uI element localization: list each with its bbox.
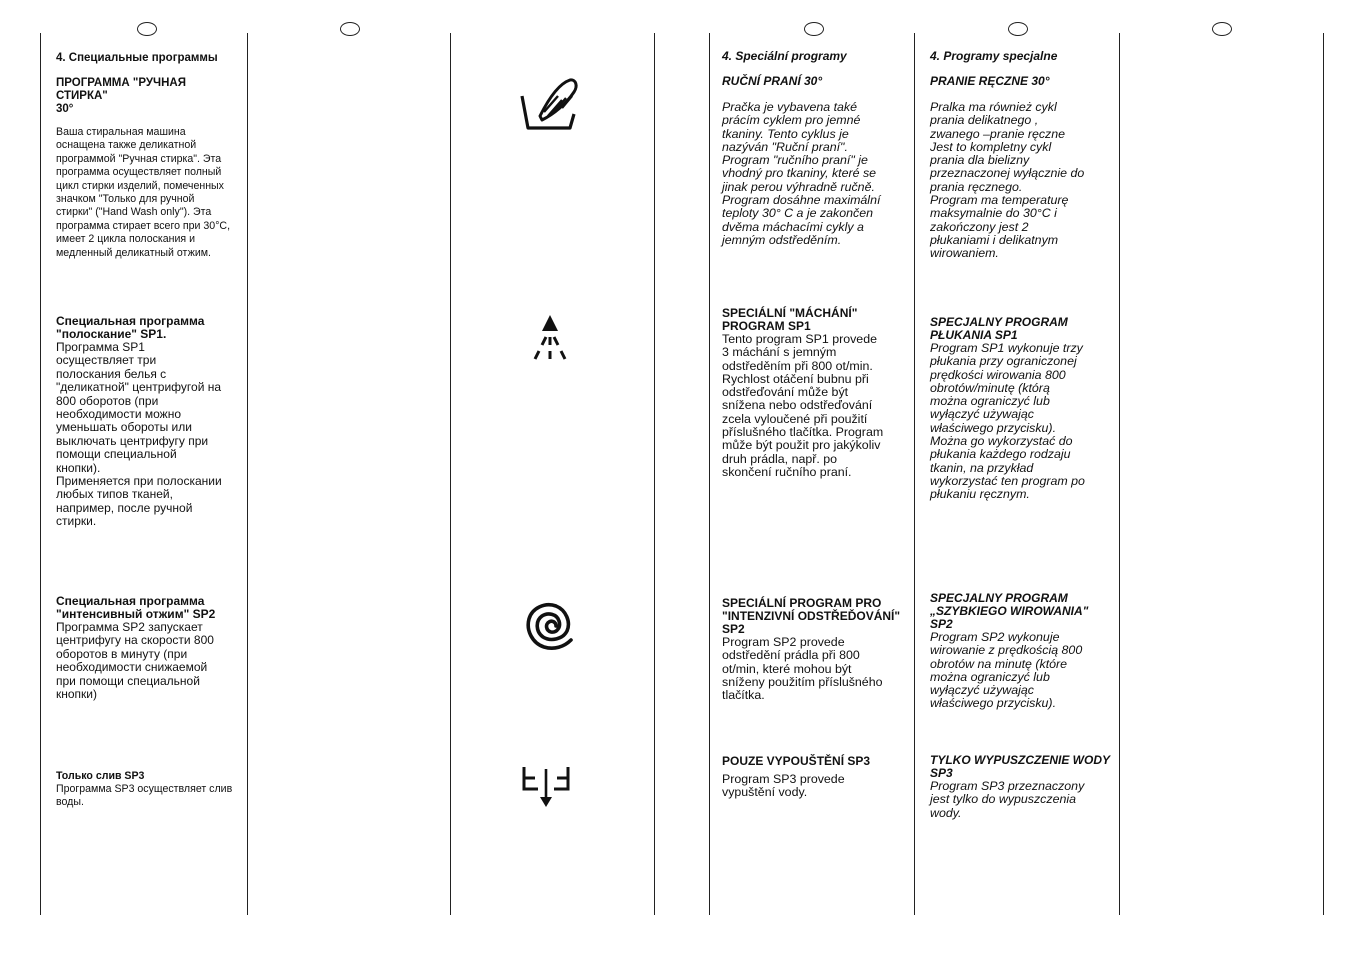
- binding-hole: [340, 22, 360, 36]
- ru-hand-wash-section: [56, 52, 236, 260]
- pl-rinse-body: Program SP1 wykonuje trzy płukania przy ograniczonej prędkości wirowania 800 obrotów/minutę (którą można ograniczyć lub wyłączyć używając właściwego przycisku). Można go wykorzystać do płukania każdego rodzaju tkanin, na przykład wykorzystać ten program po płukaniu ręcznym.: [930, 341, 1085, 502]
- pl-spin-title: SPECJALNY PROGRAM „SZYBKIEGO WIROWANIA" SP2: [930, 591, 1089, 631]
- pl-rinse-section: [930, 316, 1110, 502]
- cs-hand-wash-title: RUČNÍ PRANÍ 30°: [722, 74, 823, 88]
- cs-hand-wash-section: [722, 50, 902, 247]
- ru-hand-wash-title: ПРОГРАММА "РУЧНАЯ СТИРКА" 30°: [56, 77, 186, 115]
- ru-spin-title: Специальная программа "интенсивный отжим" SP2: [56, 594, 216, 621]
- ru-spin-section: [56, 595, 236, 701]
- ru-drain-body: Программа SP3 осуществляет слив воды.: [56, 783, 233, 809]
- binding-hole: [1212, 22, 1232, 36]
- ru-drain-title: Только слив SP3: [56, 770, 145, 782]
- ru-drain-section: [56, 770, 236, 810]
- ru-spin-body: Программа SP2 запускает центрифугу на скорости 800 оборотов в минуту (при необходимости снижаемой при помощи специальной кнопки): [56, 620, 214, 702]
- cs-section-title: 4. Speciální programy: [722, 49, 847, 63]
- column-divider: [450, 33, 451, 915]
- cs-rinse-section: [722, 307, 902, 479]
- binding-hole: [137, 22, 157, 36]
- pl-spin-body: Program SP2 wykonuje wirowanie z prędkością 800 obrotów na minutę (które można ograniczyć lub wyłączyć używając właściwego przycisku).: [930, 630, 1083, 711]
- pl-hand-wash-title: PRANIE RĘCZNE 30°: [930, 74, 1050, 88]
- pl-drain-title: TYLKO WYPUSZCZENIE WODY SP3: [930, 753, 1110, 780]
- cs-rinse-title: SPECIÁLNÍ "MÁCHÁNÍ" PROGRAM SP1: [722, 306, 858, 333]
- pl-drain-body: Program SP3 przeznaczony jest tylko do wypuszczenia wody.: [930, 779, 1085, 820]
- column-divider: [40, 33, 41, 915]
- cs-spin-section: [722, 597, 902, 702]
- cs-spin-title: SPECIÁLNÍ PROGRAM PRO "INTENZIVNÍ ODSTŘEĎOVÁNÍ" SP2: [722, 596, 901, 636]
- pl-section-title: 4. Programy specjalne: [930, 49, 1058, 63]
- pl-hand-wash-section: [930, 50, 1110, 261]
- hand-wash-icon: [518, 74, 580, 137]
- cs-drain-body: Program SP3 provede vypuštění vody.: [722, 772, 845, 800]
- cs-drain-title: POUZE VYPOUŠTĚNÍ SP3: [722, 754, 871, 768]
- pl-drain-section: [930, 754, 1110, 820]
- cs-drain-section: [722, 755, 902, 800]
- column-divider: [709, 33, 710, 915]
- ru-rinse-title: Специальная программа "полоскание" SP1.: [56, 314, 205, 341]
- pl-rinse-title: SPECJALNY PROGRAM PŁUKANIA SP1: [930, 315, 1068, 342]
- cs-hand-wash-body: Pračka je vybavena také prácím cyklem pro jemné tkaniny. Tento cyklus je nazýván "Ruční praní". Program "ručního praní" je vhodný pro tkaniny, které se jinak perou výhradně ručně. Program dosáhne maximální teploty 30° C a je zakončen dvěma máchacími cykly a jemným odstředěním.: [722, 100, 881, 247]
- ru-rinse-body: Программа SP1 осуществляет три полоскания белья с "деликатной" центрифугой на 800 оборотов (при необходимости можно уменьшать обороты или выключать центрифугу при помощи специальной кнопки). Применяется при полоскании любых типов тканей, например, после ручной стирки.: [56, 340, 222, 529]
- column-divider: [247, 33, 248, 915]
- ru-hand-wash-body: Ваша стиральная машина оснащена также деликатной программой "Ручная стирка". Эта программа осуществляет полный цикл стирки изделий, помеченных значком "Только для ручной стирки" ("Hand Wash only"). Эта программа стирает всего при 30°C, имеет 2 цикла полоскания и медленный деликатный отжим.: [56, 126, 231, 259]
- column-divider: [1119, 33, 1120, 915]
- spin-icon: [526, 601, 578, 656]
- pl-spin-section: [930, 592, 1110, 711]
- column-divider: [654, 33, 655, 915]
- cs-rinse-body: Tento program SP1 provede 3 máchání s jemným odstředěním při 800 ot/min. Rychlost otáčení bubnu při odstřeďování může být snížena nebo odstřeďování zcela vyloučené při použití příslušného tlačítka. Program může být použit pro jakýkoliv druh prádla, např. po skončení ručního praní.: [722, 332, 884, 479]
- ru-section-title: 4. Специальные программы: [56, 52, 218, 64]
- drain-icon: [520, 763, 574, 816]
- column-divider: [1323, 33, 1324, 915]
- binding-hole: [1008, 22, 1028, 36]
- ru-rinse-section: [56, 315, 236, 529]
- pl-hand-wash-body: Pralka ma również cykl prania delikatnego , zwanego –pranie ręczne Jest to kompletny cykl prania dla bielizny przeznaczonej wyłącznie do prania ręcznego. Program ma temperaturę maksymalnie do 30°C i zakończony jest 2 płukaniami i delikatnym wirowaniem.: [930, 100, 1085, 261]
- rinse-icon: [528, 313, 578, 372]
- binding-hole: [804, 22, 824, 36]
- column-divider: [914, 33, 915, 915]
- cs-spin-body: Program SP2 provede odstředění prádla při 800 ot/min, které mohou být sníženy použitím příslušného tlačítka.: [722, 635, 883, 703]
